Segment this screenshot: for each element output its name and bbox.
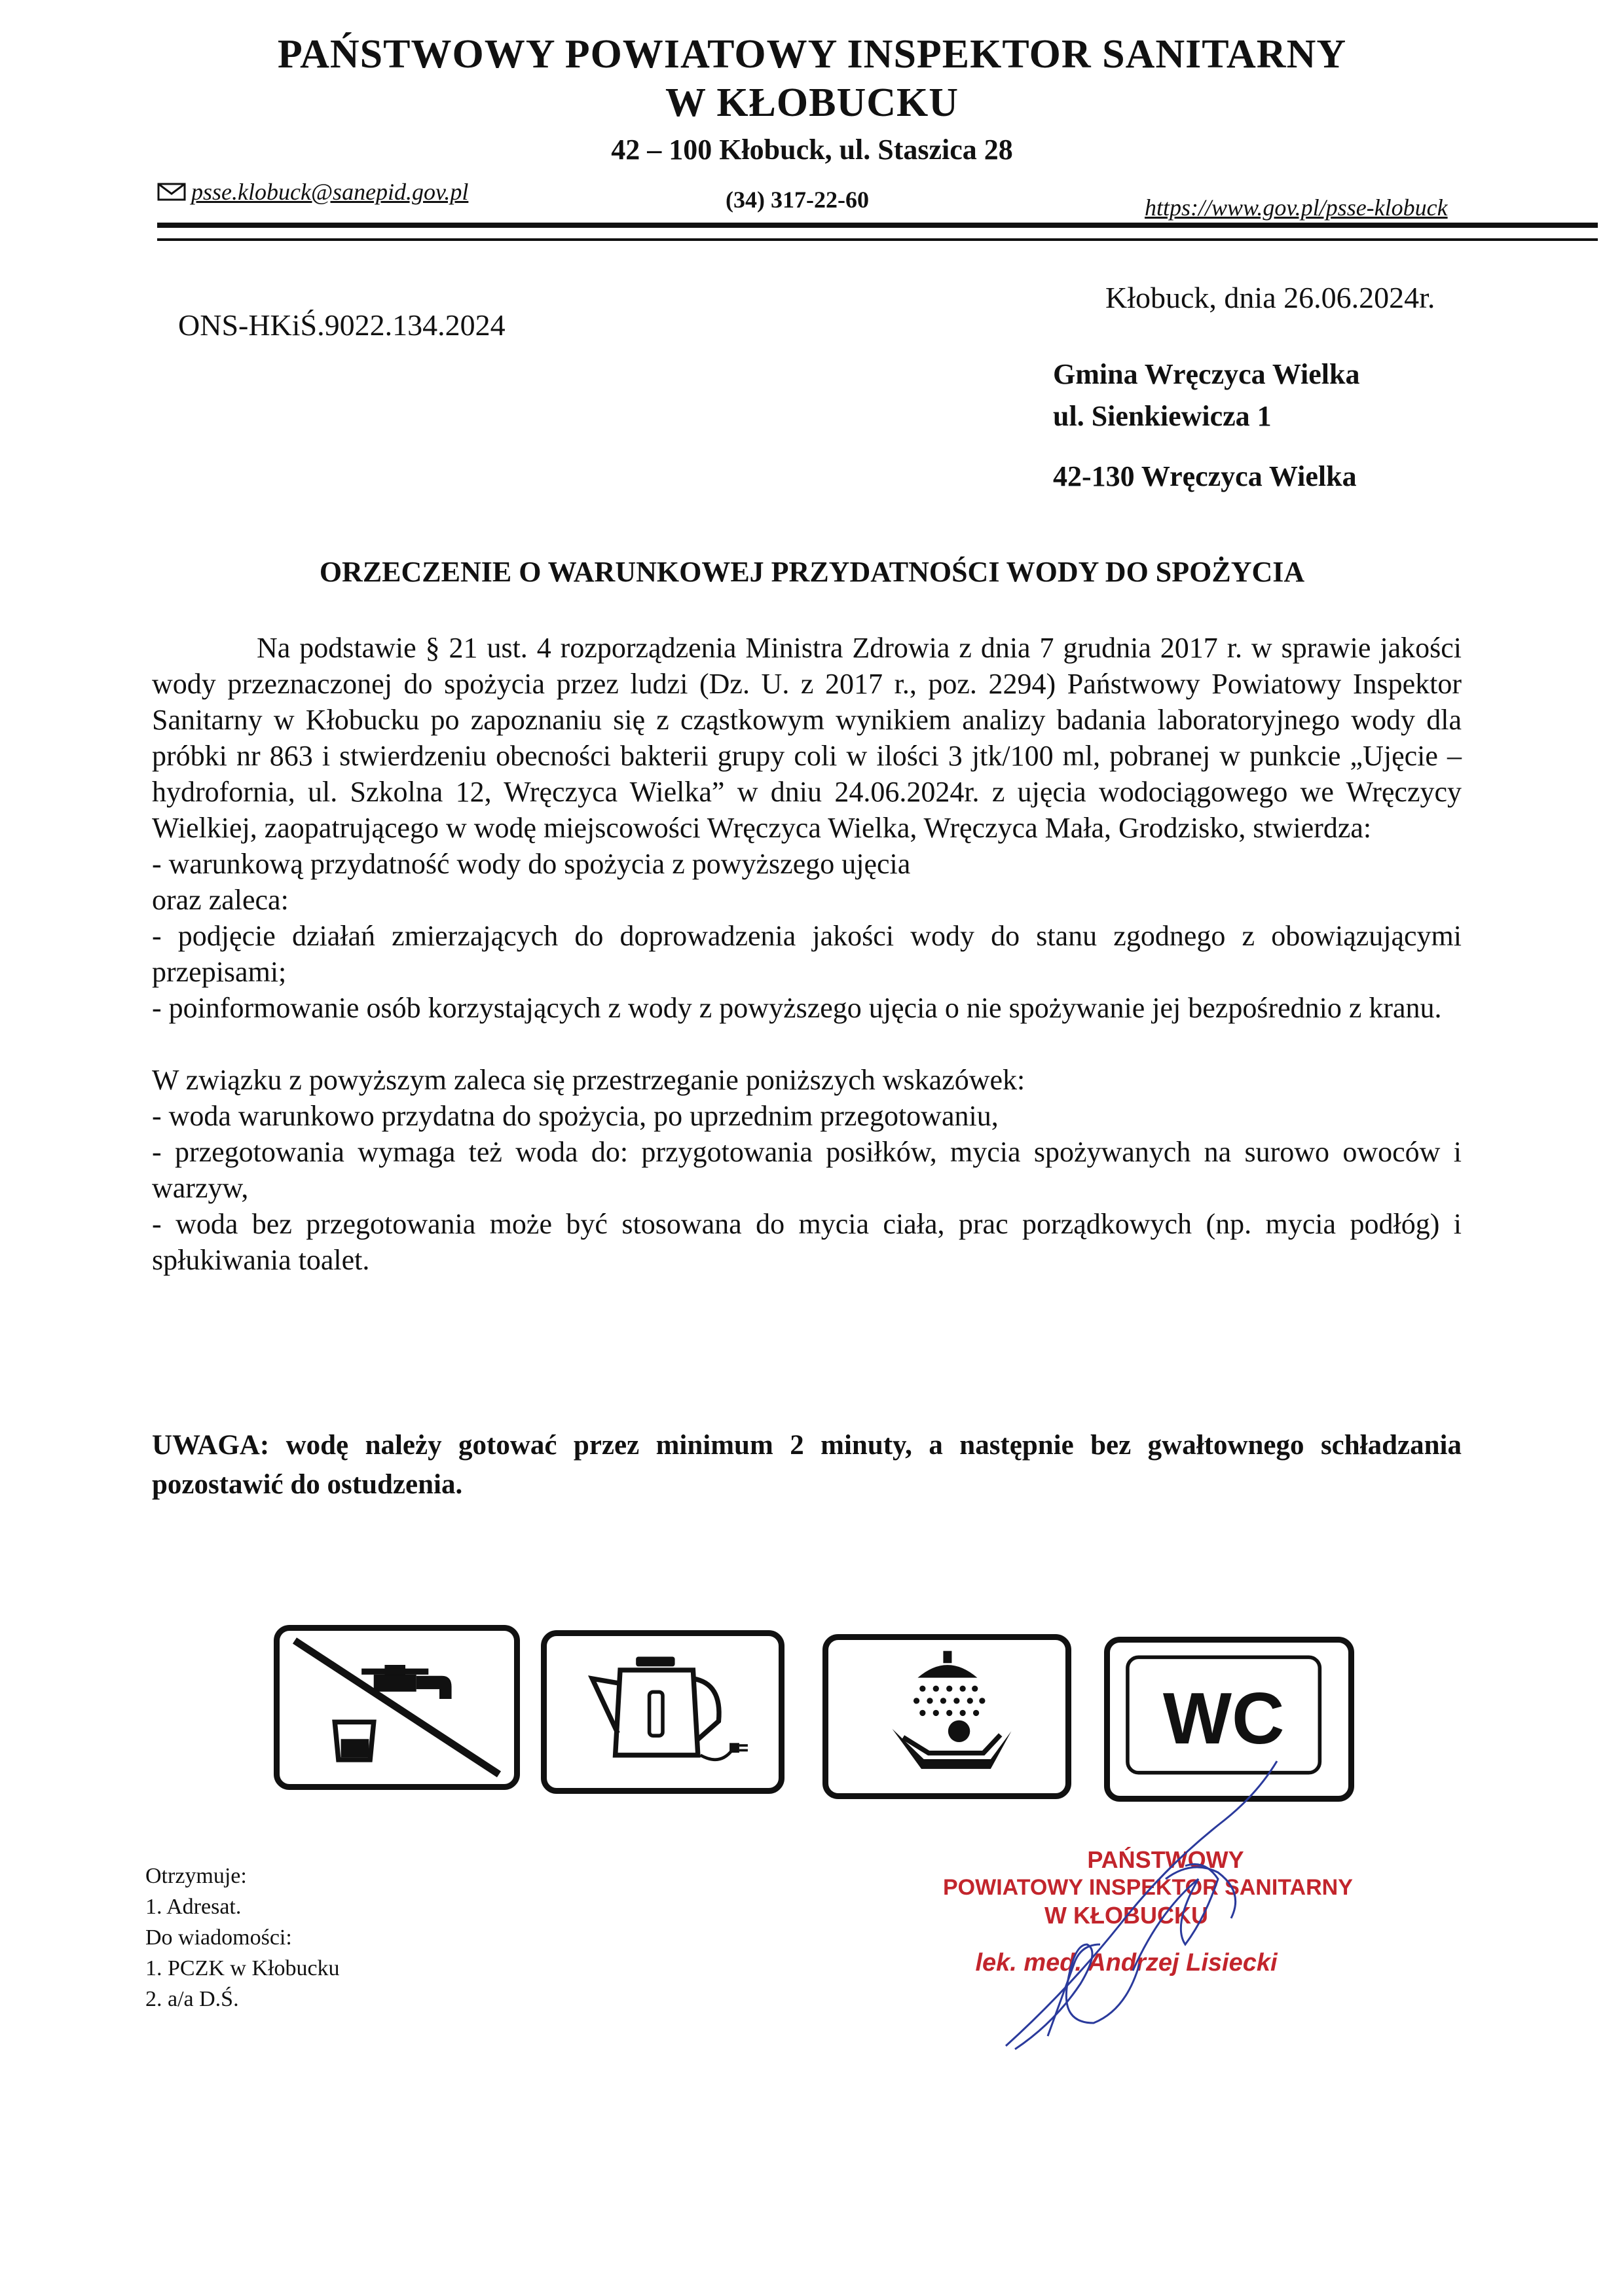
envelope-icon <box>157 181 187 208</box>
document-body <box>152 630 1462 1278</box>
addressee-postal: 42-130 Wręczyca Wielka <box>1053 460 1357 492</box>
header-rule-thick <box>157 223 1598 228</box>
issuer-address: 42 – 100 Kłobuck, ul. Staszica 28 <box>611 134 1013 166</box>
addressee-name: Gmina Wręczyca Wielka <box>1053 358 1360 390</box>
stamp-line2: POWIATOWY INSPEKTOR SANITARNY <box>943 1875 1353 1900</box>
document-reference: ONS-HKiŚ.9022.134.2024 <box>178 308 506 342</box>
recommendation-item: - poinformowanie osób korzystających z wody z powyższego ujęcia o nie spożywanie jej bezpośrednio z kranu. <box>152 992 1442 1024</box>
kettle-icon <box>541 1630 784 1794</box>
receives-label: Otrzymuje: <box>145 1864 247 1888</box>
guideline-item: - woda bez przegotowania może być stosowana do mycia ciała, prac porządkowych (np. mycia podłóg) i spłukiwania toalet. <box>152 1208 1462 1276</box>
addressee-street: ul. Sienkiewicza 1 <box>1053 400 1272 432</box>
stamp-signatory-name: lek. med. Andrzej Lisiecki <box>975 1949 1278 1977</box>
addressee-block <box>1053 354 1360 498</box>
stamp-line3: W KŁOBUCKU <box>1044 1902 1208 1929</box>
handwritten-signature <box>969 1748 1336 2062</box>
guideline-item: - przegotowania wymaga też woda do: przygotowania posiłków, mycia spożywanych na surowo owoców i warzyw, <box>152 1136 1462 1204</box>
wc-label: WC <box>1162 1677 1285 1760</box>
website-link[interactable]: https://www.gov.pl/psse-klobuck <box>1145 194 1448 221</box>
info-item: 1. PCZK w Kłobucku <box>145 1956 340 1980</box>
finding-line: - warunkową przydatność wody do spożycia z powyższego ujęcia <box>152 848 911 880</box>
guideline-item: - woda warunkowo przydatna do spożycia, po uprzednim przegotowaniu, <box>152 1100 999 1132</box>
no-tap-water-icon <box>274 1625 520 1790</box>
header-rule-thin <box>157 238 1598 241</box>
info-label: Do wiadomości: <box>145 1925 292 1950</box>
issuer-title-line1: PAŃSTWOWY POWIATOWY INSPEKTOR SANITARNY <box>277 32 1347 77</box>
document-title: ORZECZENIE O WARUNKOWEJ PRZYDATNOŚCI WODY DO SPOŻYCIA <box>319 556 1305 588</box>
legal-basis-paragraph: Na podstawie § 21 ust. 4 rozporządzenia Ministra Zdrowia z dnia 7 grudnia 2017 r. w sprawie jakości wody przeznaczonej do spożycia przez ludzi (Dz. U. z 2017 r., poz. 2294) Państwowy Powiatowy Inspektor Sanitarny w Kłobucku po zapoznaniu się z cząstkowym wynikiem analizy badania laboratoryjnego wody dla próbki nr 863 i stwierdzeniu obecności bakterii grupy coli w ilości 3 jtk/100 ml, pobranej w punkcie „Ujęcie – hydrofornia, ul. Szkolna 12, Wręczyca Wielka” w dniu 24.06.2024r. z ujęcia wodociągowego we Wręczycy Wielkiej, zaopatrującego w wodę miejscowości Wręczyca Wielka, Wręczyca Mała, Grodzisko, stwierdza: <box>152 632 1462 844</box>
guidelines-intro: W związku z powyższym zaleca się przestrzeganie poniższych wskazówek: <box>152 1064 1025 1096</box>
email-link[interactable]: psse.klobuck@sanepid.gov.pl <box>191 179 469 205</box>
stamp-line1: PAŃSTWOWY <box>1087 1846 1244 1873</box>
place-date: Kłobuck, dnia 26.06.2024r. <box>1105 281 1435 314</box>
info-item: 2. a/a D.Ś. <box>145 1987 239 2011</box>
email-contact <box>157 178 468 208</box>
website-contact <box>1145 194 1448 221</box>
recommendation-item: - podjęcie działań zmierzających do doprowadzenia jakości wody do stanu zgodnego z obowiązującymi przepisami; <box>152 920 1462 988</box>
issuer-title-line2: W KŁOBUCKU <box>665 81 959 125</box>
boiling-warning: UWAGA: wodę należy gotować przez minimum 2 minuty, a następnie bez gwałtownego schładzania pozostawić do ostudzenia. <box>152 1430 1462 1500</box>
phone-number: (34) 317-22-60 <box>726 187 869 213</box>
distribution-list <box>145 1861 340 2014</box>
recommendations-intro: oraz zaleca: <box>152 884 289 916</box>
receives-item: 1. Adresat. <box>145 1895 242 1919</box>
